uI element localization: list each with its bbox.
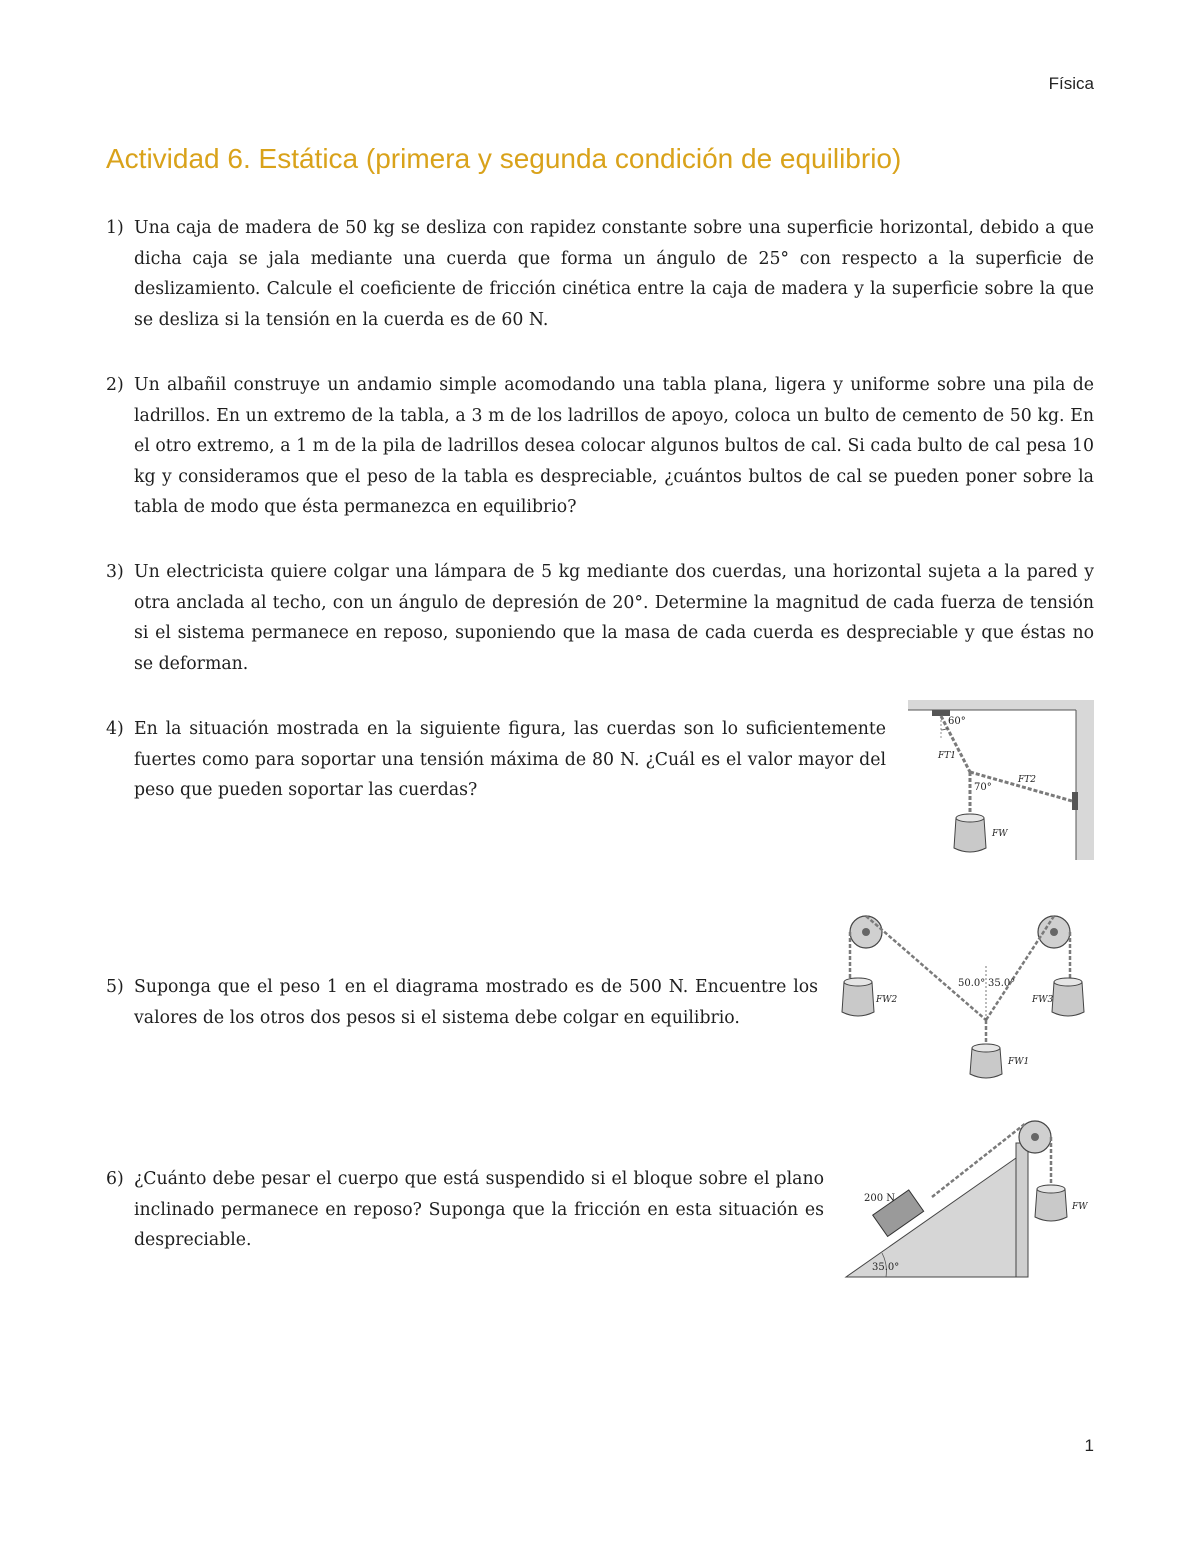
label-fw: FW <box>992 829 1008 839</box>
pulley-post <box>1016 1143 1028 1277</box>
figure-inclined-plane <box>842 1115 1094 1282</box>
problem-number: 6) <box>106 1169 124 1189</box>
problem-text: Suponga que el peso 1 en el diagrama mostrado es de 500 N. Encuentre los valores de los otros dos pesos si el sistema debe colgar en equilibrio. <box>134 977 818 1028</box>
label-fw3: FW3 <box>1032 995 1054 1005</box>
problem-text: ¿Cuánto debe pesar el cuerpo que está suspendido si el bloque sobre el plano inclinado permanece en reposo? Suponga que la fricción en esta situación es despreciable. <box>134 1169 824 1250</box>
problem-number: 5) <box>106 977 124 997</box>
label-fw: FW <box>1072 1202 1088 1212</box>
inclined-plane <box>846 1151 1026 1277</box>
wall <box>1076 700 1094 860</box>
problem-4 <box>106 714 886 806</box>
page-number: 1 <box>1084 1436 1094 1455</box>
problem-text: Un albañil construye un andamio simple acomodando una tabla plana, ligera y uniforme sobre una pila de ladrillos. En un extremo de la tabla, a 3 m de los ladrillos de apoyo, coloca un bulto de cemento de 50 kg. En el otro extremo, a 1 m de la pila de ladrillos desea colocar algunos bultos de cal. Si cada bulto de cal pesa 10 kg y consideramos que el peso de la tabla es despreciable, ¿cuántos bultos de cal se pueden poner sobre la tabla de modo que ésta permanezca en equilibrio? <box>134 375 1094 517</box>
label-fw2: FW2 <box>876 995 898 1005</box>
label-fw1: FW1 <box>1008 1057 1030 1067</box>
problem-number: 4) <box>106 719 124 739</box>
figure-ceiling-wall-ropes <box>908 700 1094 860</box>
problem-text: Un electricista quiere colgar una lámpara de 5 kg mediante dos cuerdas, una horizontal sujeta a la pared y otra anclada al techo, con un ángulo de depresión de 20°. Determine la magnitud de cada fuerza de tensión si el sistema permanece en reposo, suponiendo que la masa de cada cuerda es despreciable y que éstas no se deforman. <box>134 562 1094 674</box>
problem-1 <box>106 213 1094 335</box>
angle-35-label: 35.0° <box>988 978 1016 989</box>
header-subject: Física <box>1048 74 1094 93</box>
label-200n: 200 N <box>864 1193 896 1204</box>
page-title: Actividad 6. Estática (primera y segunda condición de equilibrio) <box>106 143 902 174</box>
problem-number: 2) <box>106 375 124 395</box>
angle-70-label: 70° <box>974 782 992 793</box>
angle-60-label: 60° <box>948 716 966 727</box>
figure-pulleys-three-weights <box>840 908 1096 1080</box>
problem-5 <box>106 972 818 1033</box>
problem-3 <box>106 557 1094 679</box>
label-ft1: FT1 <box>938 751 956 761</box>
problem-text: Una caja de madera de 50 kg se desliza con rapidez constante sobre una superficie horizontal, debido a que dicha caja se jala mediante una cuerda que forma un ángulo de 25° con respecto a la superficie de deslizamiento. Calcule el coeficiente de fricción cinética entre la caja de madera y la superficie sobre la que se desliza si la tensión en la cuerda es de 60 N. <box>134 218 1094 330</box>
label-ft2: FT2 <box>1018 775 1036 785</box>
problem-6 <box>106 1164 824 1256</box>
problem-number: 1) <box>106 218 124 238</box>
problem-text: En la situación mostrada en la siguiente figura, las cuerdas son lo suficientemente fuertes como para soportar una tensión máxima de 80 N. ¿Cuál es el valor mayor del peso que pueden soportar las cuerdas? <box>134 719 886 800</box>
ceiling <box>908 700 1094 710</box>
problem-2 <box>106 370 1094 523</box>
wall-anchor <box>1072 792 1078 810</box>
angle-35-label: 35.0° <box>872 1262 900 1273</box>
problem-number: 3) <box>106 562 124 582</box>
angle-50-label: 50.0° <box>958 978 986 989</box>
